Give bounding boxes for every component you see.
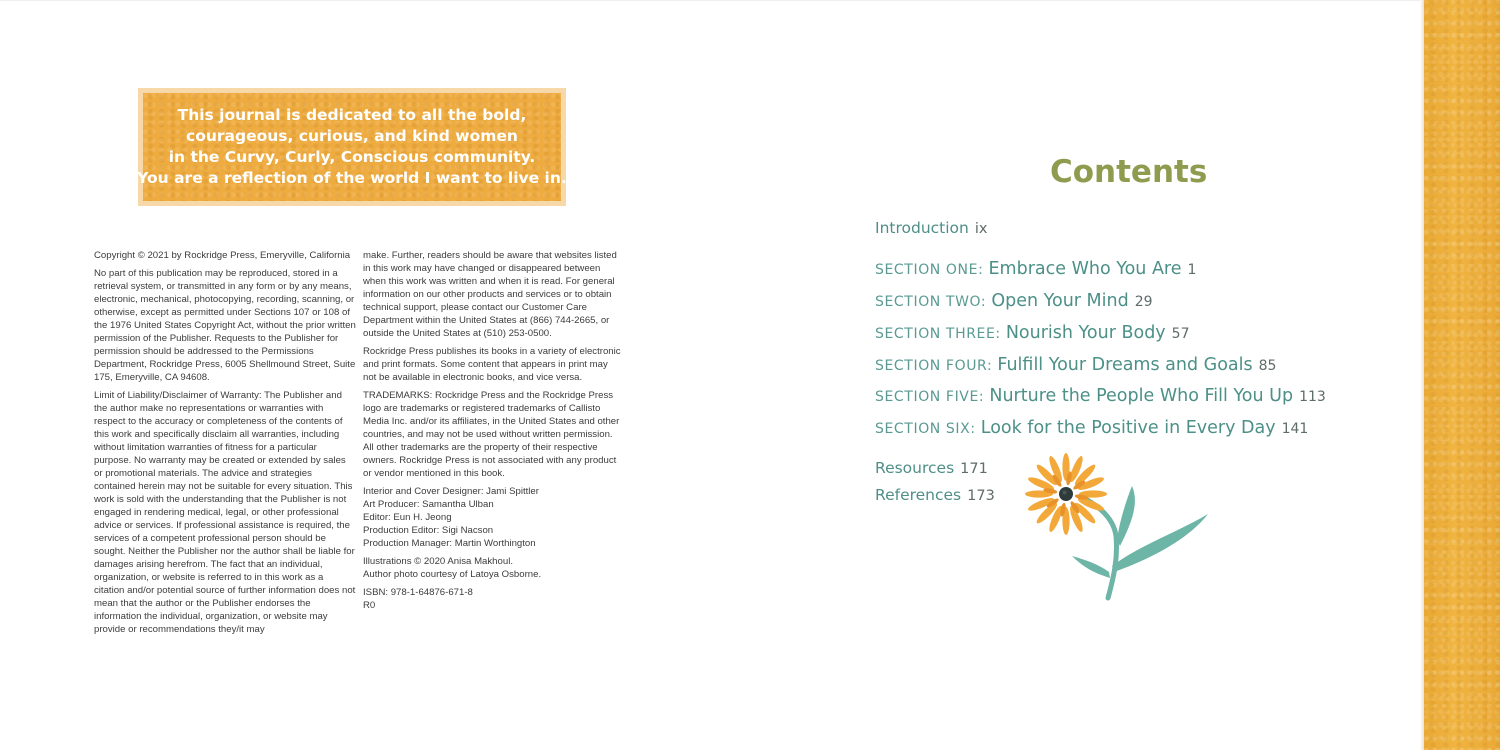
toc-section-six[interactable] [875,418,1308,438]
formats-paragraph: Rockridge Press publishes its books in a variety of electronic and print formats. Some content that appears in print may not be available in electronic books, and vice versa. [363,346,621,383]
isbn-block [363,586,621,612]
toc-section-one[interactable] [875,259,1196,279]
credits-block [363,485,621,550]
toc-section-label: SECTION FOUR: [875,358,993,374]
toc-section-title: Look for the Positive in Every Day [980,418,1276,438]
toc-introduction[interactable] [875,219,988,237]
credit-line: Production Editor: Sigi Nacson [363,525,494,536]
toc-page-number: 1 [1187,262,1197,278]
flower-icon [1018,448,1214,602]
toc-page-number: 173 [967,488,995,504]
toc-page-number: 57 [1171,326,1190,342]
toc-section-label: SECTION TWO: [875,294,987,310]
illustration-credit: Illustrations © 2020 Anisa Makhoul. [363,556,513,567]
toc-page-number: 171 [960,461,988,477]
copyright-notice: Copyright © 2021 by Rockridge Press, Emeryville, California [94,250,351,261]
dedication-line: You are a reflection of the world I want to live in. [137,169,567,187]
toc-section-title: Nurture the People Who Fill You Up [989,386,1294,406]
credit-line: Interior and Cover Designer: Jami Spittler [363,486,539,497]
illustrations-block [363,555,621,581]
dedication-box [138,88,566,206]
toc-page-number: 85 [1258,358,1277,374]
orange-paper-strip [1424,0,1500,750]
credit-line: Editor: Eun H. Jeong [363,512,452,523]
toc-section-title: Nourish Your Body [1005,323,1166,343]
page-edge [0,0,1500,1]
trademarks-paragraph: TRADEMARKS: Rockridge Press and the Rockridge Press logo are trademarks or registered trademarks of Callisto Media Inc. and/or its affiliates, in the United States and other countries, and may not be used without written permission. All other trademarks are the property of their respective owners. Rockridge Press is not associated with any product or vendor mentioned in this book. [363,390,620,479]
flower-head [1025,453,1107,535]
dedication-line: in the Curvy, Curly, Conscious community. [168,148,536,166]
credit-line: Art Producer: Samantha Ulban [363,499,494,510]
toc-section-title: Open Your Mind [991,291,1129,311]
toc-page-number: 113 [1299,389,1326,405]
toc-page-number: 141 [1281,421,1309,437]
toc-section-two[interactable] [875,291,1153,311]
toc-section-label: SECTION ONE: [875,262,984,278]
rights-paragraph: No part of this publication may be reproduced, stored in a retrieval system, or transmitted in any form or by any means, electronic, mechanical, photocopying, recording, scanning, or otherwise, except as permitted under Sections 107 or 108 of the 1976 United States Copyright Act, without the prior written permission of the Publisher. Requests to the Publisher for permission should be addressed to the Permissions Department, Rockridge Press, 6005 Shellmound Street, Suite 175, Emeryville, CA 94608. [94,268,356,383]
disclaimer-continued: make. Further, readers should be aware that websites listed in this work may have changed or disappeared between when this work was written and when it is read. For general information on our other products and services or to obtain technical support, please contact our Customer Care Department within the United States at (866) 744-2665, or outside the United States at (510) 253-0500. [363,250,617,339]
dedication-line: courageous, curious, and kind women [186,127,518,145]
toc-section-title: Embrace Who You Are [988,259,1182,279]
toc-label: Introduction [875,219,969,237]
copyright-column-right [363,249,621,617]
toc-label: References [875,486,962,504]
disclaimer-paragraph: Limit of Liability/Disclaimer of Warranty: The Publisher and the author make no representations or warranties with respect to the accuracy or completeness of the contents of this work and specifically disclaim all warranties, including without limitation warranties of fitness for a particular purpose. No warranty may be created or extended by sales or promotional materials. The advice and strategies contained herein may not be suitable for every situation. This work is sold with the understanding that the Publisher is not engaged in rendering medical, legal, or other professional advice or services. If professional assistance is required, the services of a competent professional person should be sought. Neither the Publisher nor the author shall be liable for damages arising herefrom. The fact that an individual, organization, or website is referred to in this work as a citation and/or potential source of further information does not mean that the author or the Publisher endorses the information the individual, organization, or website may provide or recommendations they/it may [94,390,356,635]
toc-resources[interactable] [875,459,988,477]
toc-section-three[interactable] [875,323,1190,343]
isbn: ISBN: 978-1-64876-671-8 [363,587,473,598]
photo-credit: Author photo courtesy of Latoya Osborne. [363,569,542,580]
toc-page-number: ix [974,221,988,237]
toc-section-label: SECTION THREE: [875,326,1001,342]
dedication-line: This journal is dedicated to all the bold, [177,106,527,124]
toc-section-label: SECTION FIVE: [875,389,985,405]
toc-page-number: 29 [1134,294,1153,310]
toc-section-five[interactable] [875,386,1326,406]
toc-section-four[interactable] [875,355,1276,375]
copyright-column-left [94,249,356,641]
toc-references[interactable] [875,486,995,504]
printing-code: R0 [363,600,376,611]
toc-section-title: Fulfill Your Dreams and Goals [997,355,1253,375]
toc-label: Resources [875,459,955,477]
credit-line: Production Manager: Martin Worthington [363,538,536,549]
toc-section-label: SECTION SIX: [875,421,976,437]
contents-title: Contents [1050,154,1208,190]
